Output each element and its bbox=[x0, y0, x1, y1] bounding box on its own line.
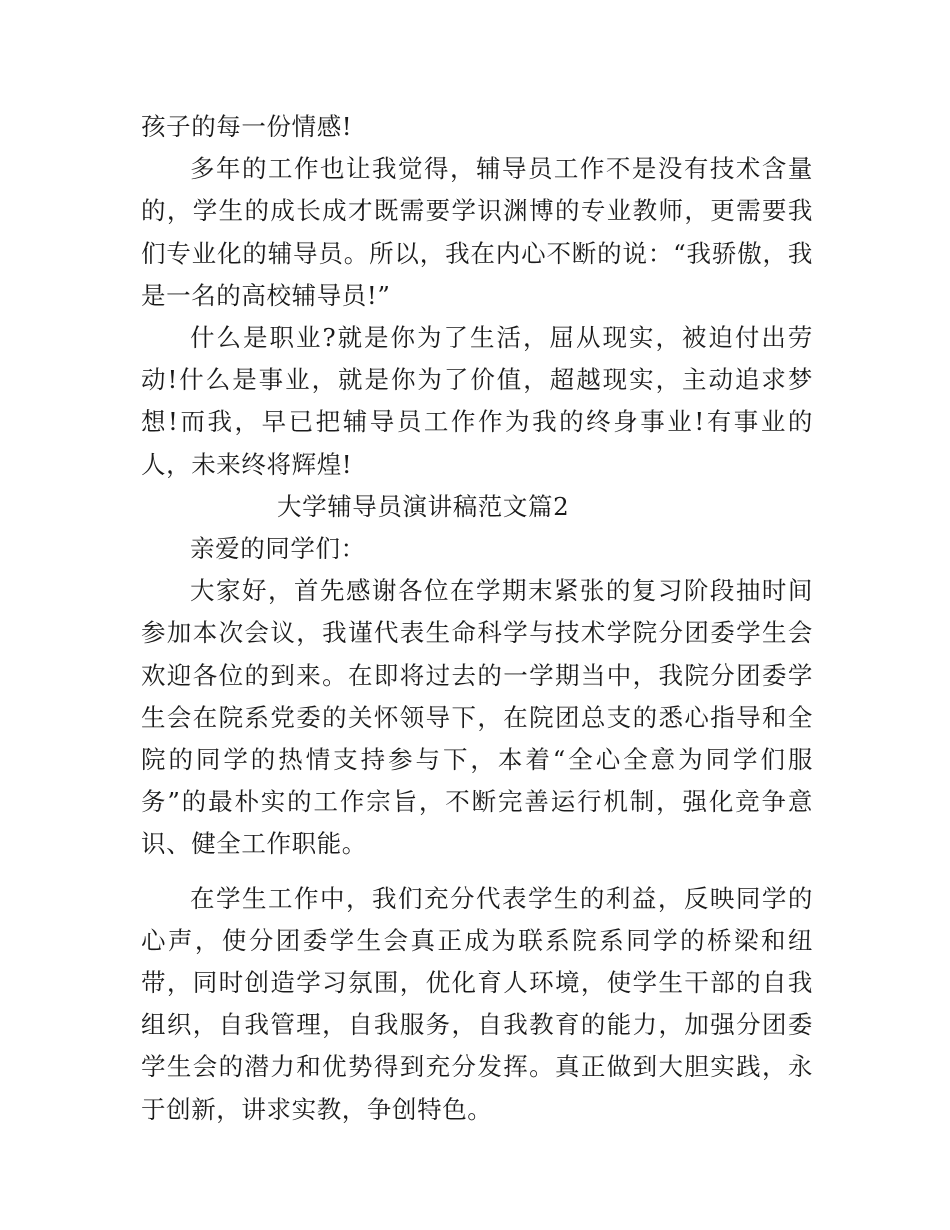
section-heading: 大学辅导员演讲稿范文篇2 bbox=[277, 491, 570, 521]
paragraph-career-vs-cause: 什么是职业?就是你为了生活，屈从现实，被迫付出劳动!什么是事业，就是你为了价值，超越现实，主动追求梦想!而我，早已把辅导员工作作为我的终身事业!有事业的人，未来终将辉煌! bbox=[141, 323, 813, 479]
paragraph-counselor-profession: 多年的工作也让我觉得，辅导员工作不是没有技术含量的，学生的成长成才既需要学识渊博的专业教师，更需要我们专业化的辅导员。所以，我在内心不断的说：“我骄傲，我是一名的高校辅导员!” bbox=[141, 154, 813, 310]
paragraph-greeting: 大家好，首先感谢各位在学期末紧张的复习阶段抽时间参加本次会议，我谨代表生命科学与技术学院分团委学生会欢迎各位的到来。在即将过去的一学期当中，我院分团委学生会在院系党委的关怀领导下，在院团总支的悉心指导和全院的同学的热情支持参与下，本着“全心全意为同学们服务”的最朴实的工作宗旨，不断完善运行机制，强化竞争意识、健全工作职能。 bbox=[141, 576, 813, 859]
paragraph-salutation: 亲爱的同学们： bbox=[190, 534, 366, 564]
document-body bbox=[141, 106, 813, 1131]
paragraph-continuation: 孩子的每一份情感! bbox=[141, 112, 353, 141]
paragraph-student-work: 在学生工作中，我们充分代表学生的利益，反映同学的心声，使分团委学生会真正成为联系院系同学的桥梁和纽带，同时创造学习氛围，优化育人环境，使学生干部的自我组织，自我管理，自我服务，自我教育的能力，加强分团委学生会的潜力和优势得到充分发挥。真正做到大胆实践，永于创新，讲求实教，争创特色。 bbox=[141, 883, 813, 1124]
